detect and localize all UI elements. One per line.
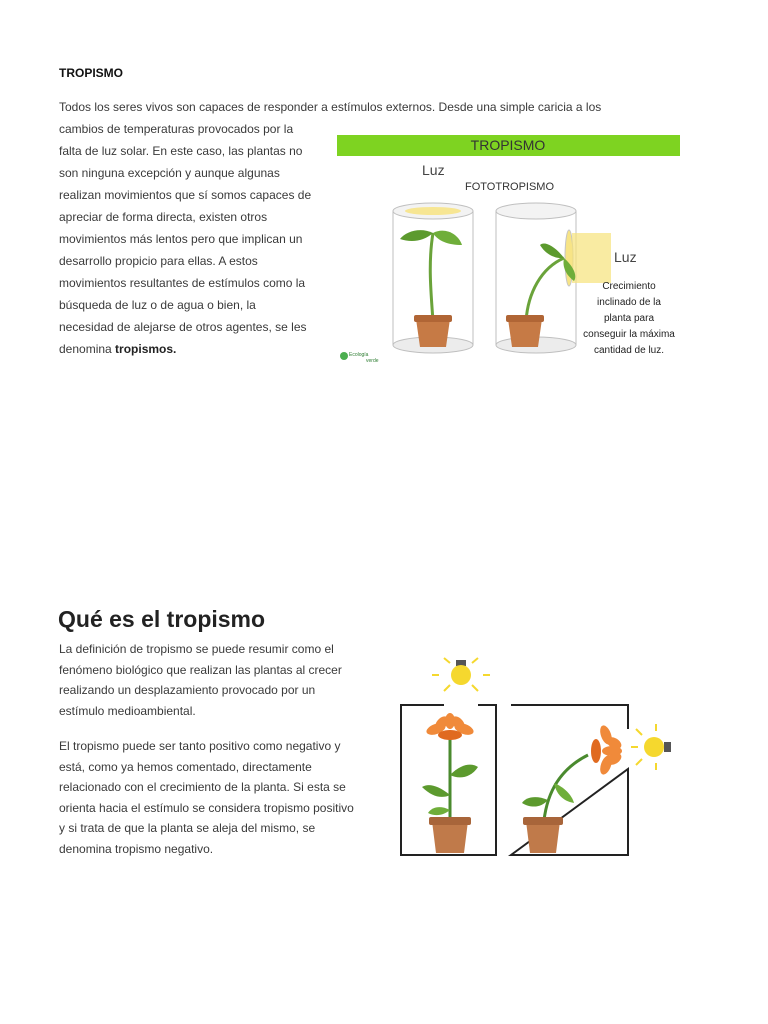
paragraph-line: La definición de tropismo se puede resumir como el: [59, 642, 334, 656]
section-title: TROPISMO: [59, 66, 124, 80]
label-luz-left: Luz: [422, 162, 445, 178]
paragraph-last-prefix: denomina: [59, 342, 116, 356]
paragraph-line: estímulo medioambiental.: [59, 703, 196, 718]
caption-line: inclinado de la: [597, 297, 661, 308]
intro-paragraph: [59, 118, 334, 360]
paragraph-line: fenómeno biológico que realizan las plantas al crecer: [59, 662, 342, 677]
paragraph-line: relacionado con el crecimiento de la planta. Si esta se: [59, 780, 346, 794]
caption-line: Crecimiento: [602, 281, 656, 292]
paragraph-line: movimientos resultantes de estímulos como la: [59, 276, 306, 290]
intro-paragraph-first-line: Todos los seres vivos son capaces de responder a estímulos externos. Desde una simple caricia a los: [59, 100, 602, 114]
paragraph-last-line: [59, 338, 334, 360]
tropismo-infographic: [336, 133, 682, 365]
section-heading: Qué es el tropismo: [58, 606, 266, 632]
label-fototropismo: FOTOTROPISMO: [465, 181, 555, 193]
paragraph-line: son ninguna excepción y aunque algunas: [59, 166, 280, 180]
caption-line: conseguir la máxima: [583, 329, 675, 340]
paragraph-line: denomina tropismo negativo.: [59, 841, 214, 856]
paragraph-line: realizan movimientos que sí somos capaces de: [59, 188, 312, 202]
paragraph-line: movimientos más lentos pero que implican un: [59, 232, 303, 246]
paragraph-line: cambios de temperaturas provocados por la: [59, 122, 294, 136]
paragraph-line: necesidad de alejarse de otros agentes, se les: [59, 320, 307, 334]
paragraph-line: El tropismo puede ser tanto positivo como negativo y: [59, 739, 341, 753]
tropismo-flowers-illustration: [392, 655, 682, 860]
paragraph-line: búsqueda de luz o de agua o bien, la: [59, 298, 256, 312]
paragraph-line: y si trata de que la planta se aleja del mismo, se: [59, 821, 316, 835]
paragraph-line: apreciar de forma directa, existen otros: [59, 210, 268, 224]
infographic-banner-title: TROPISMO: [470, 137, 546, 153]
positive-negative-paragraph: [59, 736, 379, 859]
paragraph-line: está, como ya hemos comentado, directamente: [59, 759, 312, 774]
paragraph-line: desarrollo propicio para ellas. A estos: [59, 254, 258, 268]
right-leaning-flower: [522, 724, 623, 853]
paragraph-line: falta de luz solar. En este caso, las plantas no: [59, 144, 303, 158]
logo-text: Ecología: [349, 352, 369, 358]
side-light-bulb-icon: [631, 724, 671, 770]
caption-line: cantidad de luz.: [593, 345, 665, 356]
caption-line: planta para: [603, 313, 655, 324]
definition-paragraph: [59, 639, 379, 721]
tropismos-bold: tropismos.: [115, 342, 177, 356]
left-upright-flower: [422, 713, 478, 853]
label-luz-right: Luz: [614, 249, 637, 265]
paragraph-line: orienta hacia el estímulo se considera tropismo positivo: [59, 800, 354, 815]
top-light-bulb-icon: [432, 658, 490, 691]
logo-text: verde: [366, 358, 379, 364]
paragraph-line: realizando un desplazamiento provocado por un: [59, 683, 316, 697]
